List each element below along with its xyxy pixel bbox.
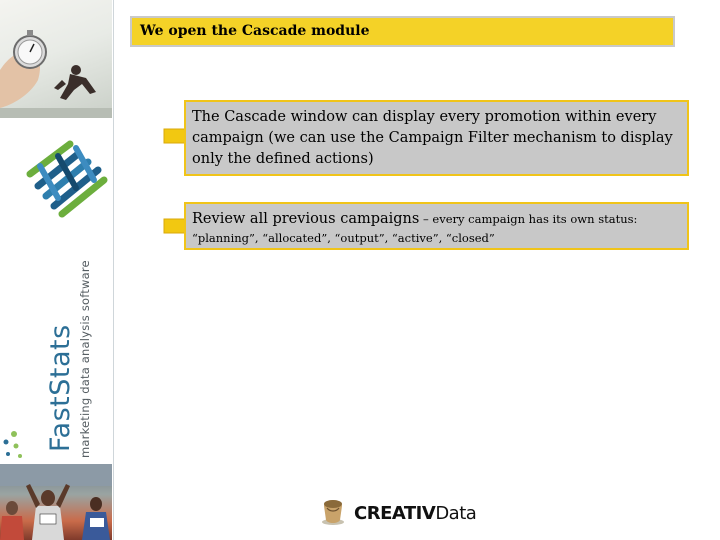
bullet-lead-text: Review all previous campaigns: [192, 211, 420, 227]
bullet-text: The Cascade window can display every promotion within every campaign (we can use the Campaign Filter mechanism to display only the defined actions): [192, 109, 673, 167]
faststats-logo-icon: [18, 126, 110, 226]
creativdata-logo-icon: [318, 494, 348, 526]
wordmark-strong: CREATIV: [354, 503, 436, 524]
bullet-panel-cascade-window: [184, 100, 689, 176]
sidebar: [0, 0, 113, 540]
decorative-dots-icon: [0, 428, 30, 464]
runners-photo: [0, 464, 112, 540]
brand-name: FastStats: [45, 324, 76, 452]
stopwatch-sprinter-photo: [0, 0, 112, 118]
bullet-panel-review-campaigns: [184, 202, 689, 250]
creativdata-wordmark: [354, 503, 476, 524]
slide-title: We open the Cascade module: [130, 16, 675, 47]
brand-wordmark: [45, 222, 106, 458]
sidebar-divider: [113, 0, 114, 540]
bullet-detail-text: – every campaign has its own status: “planning”, “allocated”, “output”, “active”, “closed”: [192, 212, 638, 245]
creativdata-logo: [318, 494, 478, 530]
brand-tagline: marketing data analysis software: [78, 260, 92, 458]
wordmark-light: Data: [435, 503, 477, 524]
